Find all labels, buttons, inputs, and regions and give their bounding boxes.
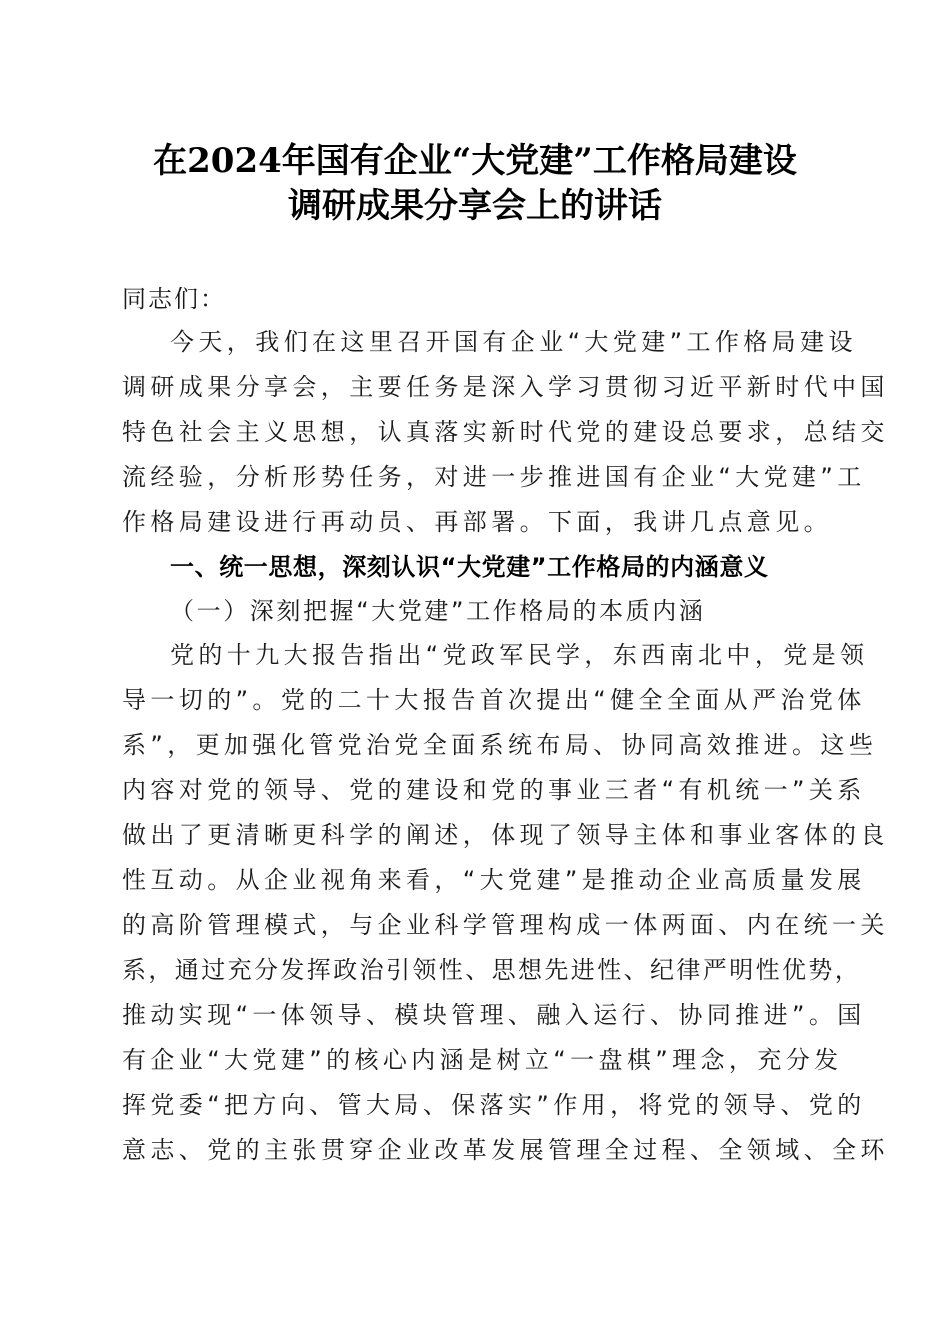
body-paragraph-line: 推动实现“一体领导、模块管理、融入运行、协同推进”。国 <box>122 1001 866 1029</box>
body-paragraph-line: 导一切的”。党的二十大报告首次提出“健全全面从严治党体 <box>122 686 866 714</box>
body-paragraph-line: 系”，更加强化管党治党全面系统布局、协同高效推进。这些 <box>122 731 878 759</box>
subsection-heading: （一）深刻把握“大党建”工作格局的本质内涵 <box>170 597 706 625</box>
document-title-line-2: 调研成果分享会上的讲话 <box>288 186 662 226</box>
document-title-line-1: 在2024年国有企业“大党建”工作格局建设 <box>153 141 797 181</box>
body-paragraph-line: 有企业“大党建”的核心内涵是树立“一盘棋”理念，充分发 <box>122 1046 843 1074</box>
intro-paragraph-line: 今天，我们在这里召开国有企业“大党建”工作格局建设 <box>170 328 857 356</box>
section-heading: 一、统一思想，深刻认识“大党建”工作格局的内涵意义 <box>170 553 769 581</box>
body-paragraph-line: 的高阶管理模式，与企业科学管理构成一体两面、内在统一关 <box>122 911 889 939</box>
intro-paragraph-line: 调研成果分享会，主要任务是深入学习贯彻习近平新时代中国 <box>122 373 889 401</box>
intro-paragraph-line: 特色社会主义思想，认真落实新时代党的建设总要求，总结交 <box>122 418 889 446</box>
intro-paragraph-line: 流经验，分析形势任务，对进一步推进国有企业“大党建”工 <box>122 463 866 491</box>
body-paragraph-line: 挥党委“把方向、管大局、保落实”作用，将党的领导、党的 <box>122 1091 866 1119</box>
body-paragraph-line: 性互动。从企业视角来看，“大党建”是推动企业高质量发展 <box>122 866 866 894</box>
body-paragraph-line: 意志、党的主张贯穿企业改革发展管理全过程、全领域、全环 <box>122 1136 889 1164</box>
body-paragraph-line: 党的十九大报告指出“党政军民学，东西南北中，党是领 <box>170 641 869 669</box>
body-paragraph-line: 内容对党的领导、党的建设和党的事业三者“有机统一”关系 <box>122 776 866 804</box>
salutation: 同志们： <box>122 285 226 313</box>
intro-paragraph-line: 作格局建设进行再动员、再部署。下面，我讲几点意见。 <box>122 508 832 536</box>
body-paragraph-line: 系，通过充分发挥政治引领性、思想先进性、纪律严明性优势， <box>122 956 862 984</box>
body-paragraph-line: 做出了更清晰更科学的阐述，体现了领导主体和事业客体的良 <box>122 821 889 849</box>
